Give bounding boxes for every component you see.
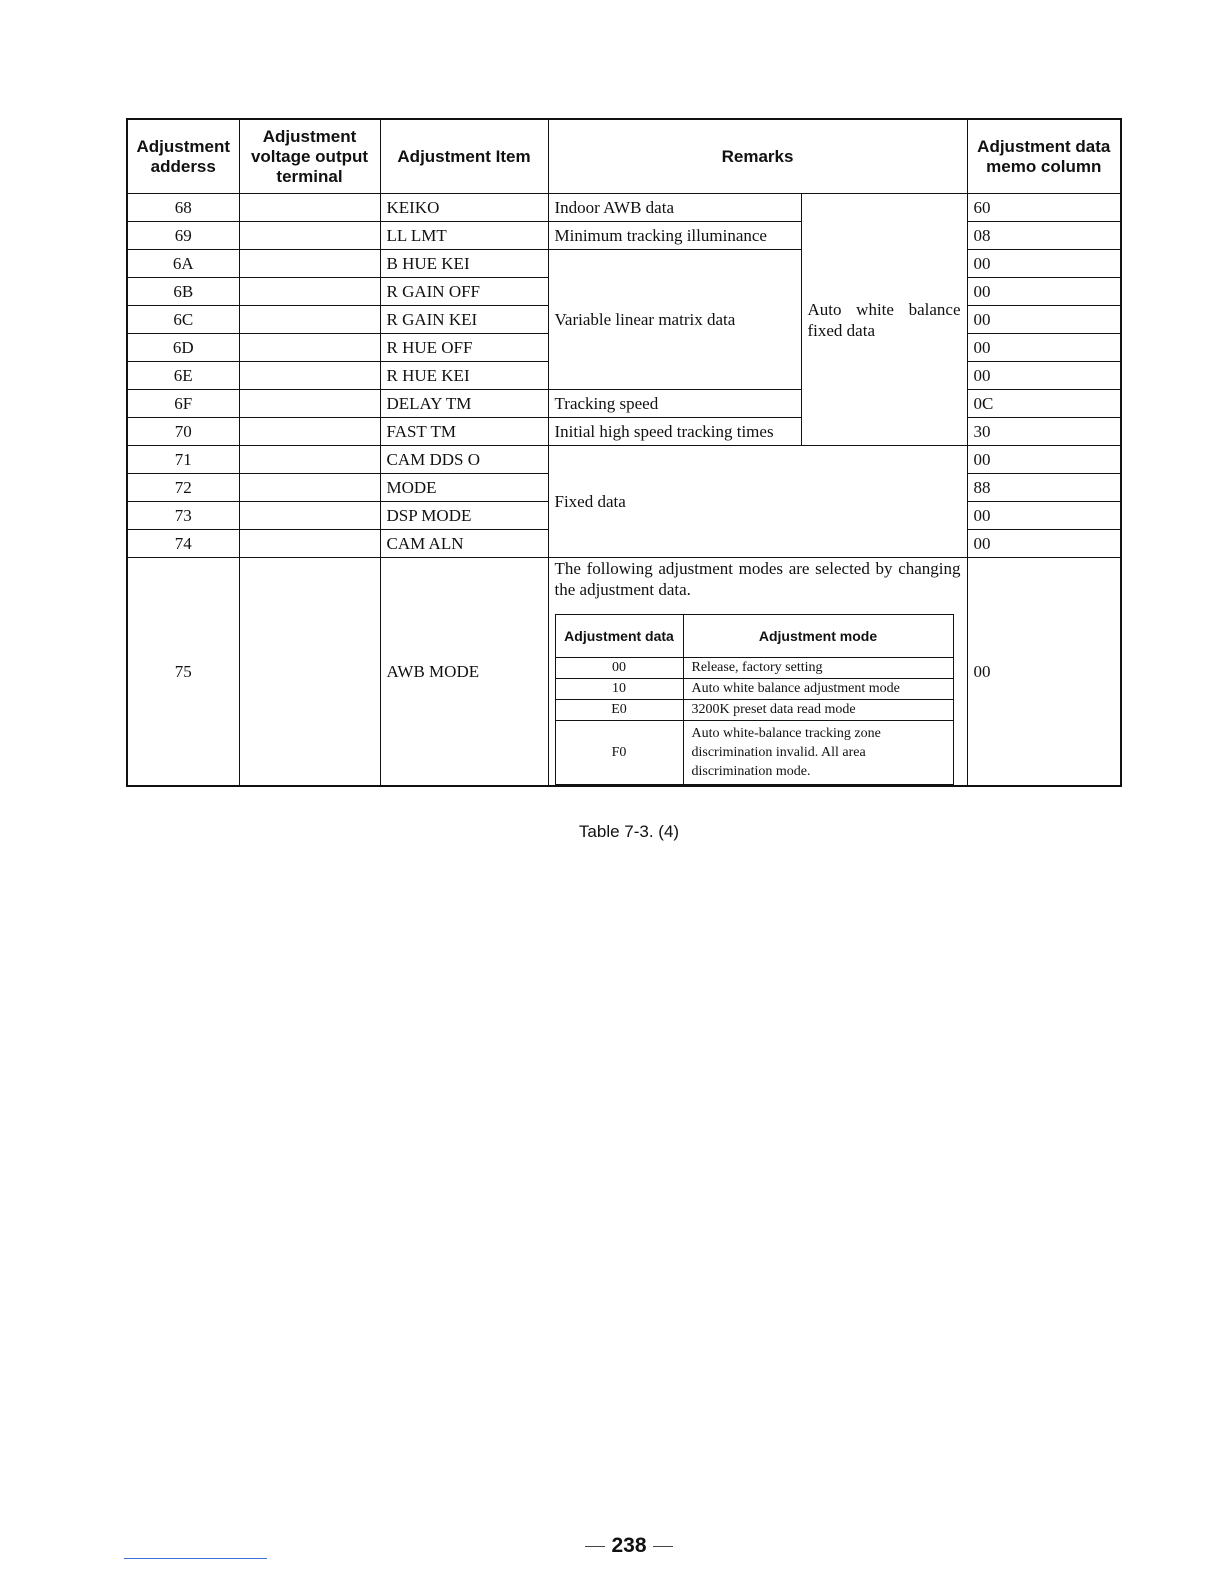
cell-address: 71 xyxy=(127,446,239,474)
cell-memo: 30 xyxy=(967,418,1121,446)
cell-voltage xyxy=(239,194,380,222)
cell-voltage xyxy=(239,530,380,558)
cell-memo: 08 xyxy=(967,222,1121,250)
mode-description: Auto white balance adjustment mode xyxy=(683,679,953,700)
cell-address: 68 xyxy=(127,194,239,222)
table-row xyxy=(127,390,1121,418)
cell-voltage xyxy=(239,390,380,418)
mode-row xyxy=(555,700,953,721)
remark-awb-fixed-data: Auto white balance fixed data xyxy=(801,194,967,446)
cell-address: 73 xyxy=(127,502,239,530)
cell-memo: 00 xyxy=(967,306,1121,334)
mode-description: 3200K preset data read mode xyxy=(683,700,953,721)
mode-data: E0 xyxy=(555,700,683,721)
cell-item: DSP MODE xyxy=(380,502,548,530)
cell-item: R HUE OFF xyxy=(380,334,548,362)
cell-address: 72 xyxy=(127,474,239,502)
cell-item: DELAY TM xyxy=(380,390,548,418)
table-row-awb-mode xyxy=(127,558,1121,787)
remark-initial-tracking: Initial high speed tracking times xyxy=(548,418,801,446)
cell-voltage xyxy=(239,474,380,502)
cell-item: FAST TM xyxy=(380,418,548,446)
cell-memo: 00 xyxy=(967,558,1121,787)
dash-left xyxy=(585,1546,605,1547)
cell-address: 6A xyxy=(127,250,239,278)
table-row xyxy=(127,222,1121,250)
cell-item: R GAIN KEI xyxy=(380,306,548,334)
cell-item: KEIKO xyxy=(380,194,548,222)
remark-indoor-awb: Indoor AWB data xyxy=(548,194,801,222)
header-voltage-terminal: Adjustment voltage output terminal xyxy=(239,119,380,194)
dash-right xyxy=(653,1546,673,1547)
mode-data: 10 xyxy=(555,679,683,700)
cell-address: 6D xyxy=(127,334,239,362)
adjustment-table xyxy=(126,118,1122,787)
cell-address: 70 xyxy=(127,418,239,446)
mode-row xyxy=(555,679,953,700)
remark-variable-matrix: Variable linear matrix data xyxy=(548,250,801,390)
cell-voltage xyxy=(239,306,380,334)
table-row xyxy=(127,418,1121,446)
cell-memo: 88 xyxy=(967,474,1121,502)
cell-voltage xyxy=(239,418,380,446)
cell-address: 6C xyxy=(127,306,239,334)
cell-memo: 00 xyxy=(967,278,1121,306)
cell-item: B HUE KEI xyxy=(380,250,548,278)
table-row xyxy=(127,250,1121,278)
cell-voltage xyxy=(239,362,380,390)
mode-header-mode: Adjustment mode xyxy=(683,615,953,658)
cell-item: LL LMT xyxy=(380,222,548,250)
cell-voltage xyxy=(239,278,380,306)
cell-voltage xyxy=(239,502,380,530)
table-row xyxy=(127,446,1121,474)
cell-item: AWB MODE xyxy=(380,558,548,787)
header-row xyxy=(127,119,1121,194)
page-number: 238 xyxy=(611,1534,647,1557)
table-row xyxy=(127,194,1121,222)
cell-item: R HUE KEI xyxy=(380,362,548,390)
page-number-line xyxy=(0,1534,1224,1558)
cell-voltage xyxy=(239,250,380,278)
remark-min-tracking: Minimum tracking illuminance xyxy=(548,222,801,250)
cell-memo: 60 xyxy=(967,194,1121,222)
mode-description: Release, factory setting xyxy=(683,658,953,679)
header-adjustment-item: Adjustment Item xyxy=(380,119,548,194)
table-caption: Table 7-3. (4) xyxy=(578,822,680,841)
cell-memo: 00 xyxy=(967,446,1121,474)
header-remarks: Remarks xyxy=(548,119,967,194)
mode-header-data: Adjustment data xyxy=(555,615,683,658)
footer-rule xyxy=(124,1558,267,1559)
mode-row xyxy=(555,721,953,785)
cell-address: 74 xyxy=(127,530,239,558)
cell-item: CAM DDS O xyxy=(380,446,548,474)
cell-address: 75 xyxy=(127,558,239,787)
cell-memo: 00 xyxy=(967,362,1121,390)
cell-voltage xyxy=(239,558,380,787)
cell-memo: 00 xyxy=(967,334,1121,362)
remark-tracking-speed: Tracking speed xyxy=(548,390,801,418)
cell-address: 6B xyxy=(127,278,239,306)
cell-item: CAM ALN xyxy=(380,530,548,558)
cell-item: MODE xyxy=(380,474,548,502)
cell-memo: 00 xyxy=(967,502,1121,530)
header-memo-column: Adjustment data memo column xyxy=(967,119,1121,194)
cell-address: 6E xyxy=(127,362,239,390)
remark-fixed-data: Fixed data xyxy=(548,446,967,558)
cell-voltage xyxy=(239,222,380,250)
cell-memo: 0C xyxy=(967,390,1121,418)
cell-item: R GAIN OFF xyxy=(380,278,548,306)
mode-data: 00 xyxy=(555,658,683,679)
mode-header-row xyxy=(555,615,953,658)
cell-memo: 00 xyxy=(967,250,1121,278)
remark-awb-mode-text: The following adjustment modes are selected by changing the adjustment data. xyxy=(554,559,961,599)
mode-description: Auto white-balance tracking zone discrimination invalid. All area discrimination mode. xyxy=(683,721,953,785)
remark-awb-mode xyxy=(548,558,967,787)
cell-voltage xyxy=(239,446,380,474)
cell-voltage xyxy=(239,334,380,362)
adjustment-mode-table xyxy=(555,614,954,785)
cell-address: 69 xyxy=(127,222,239,250)
mode-data: F0 xyxy=(555,721,683,785)
cell-memo: 00 xyxy=(967,530,1121,558)
cell-address: 6F xyxy=(127,390,239,418)
header-address: Adjustment adderss xyxy=(127,119,239,194)
mode-row xyxy=(555,658,953,679)
